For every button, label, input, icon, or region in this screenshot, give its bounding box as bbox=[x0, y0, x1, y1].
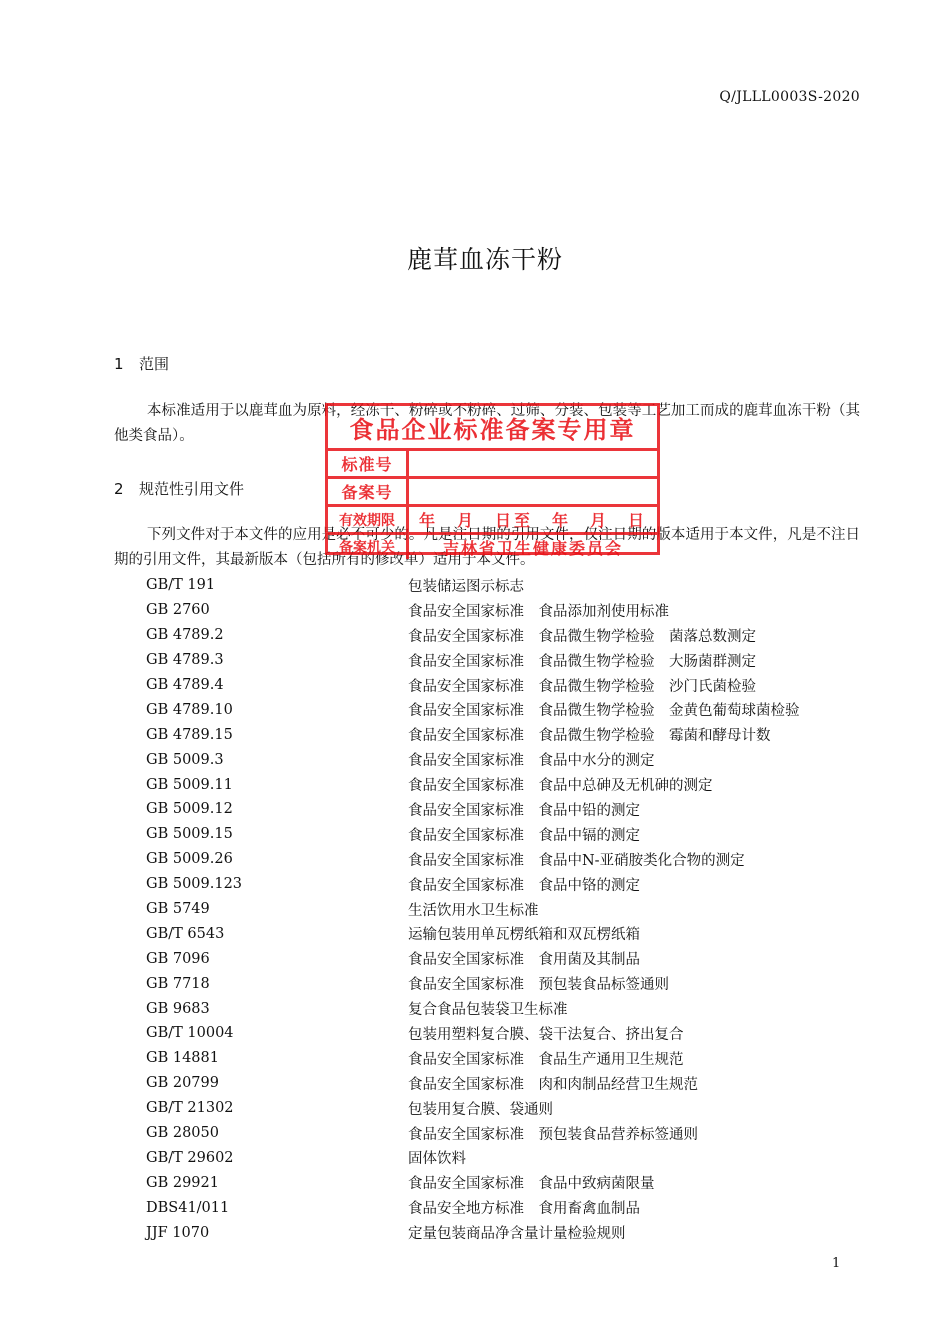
reference-title: 食品安全国家标准 肉和肉制品经营卫生规范 bbox=[408, 1076, 698, 1093]
reference-item bbox=[146, 598, 876, 623]
document-title: 鹿茸血冻干粉 bbox=[406, 245, 563, 274]
stamp-value bbox=[409, 451, 657, 476]
reference-code: GB 28050 bbox=[146, 1125, 219, 1142]
reference-item bbox=[146, 673, 876, 698]
reference-title: 食品安全国家标准 食品微生物学检验 金黄色葡萄球菌检验 bbox=[408, 703, 800, 720]
reference-code: GB 5009.15 bbox=[146, 826, 233, 843]
reference-code: GB 5749 bbox=[146, 901, 210, 918]
reference-item bbox=[146, 1046, 876, 1071]
standard-code: Q/JLLL0003S-2020 bbox=[719, 89, 860, 105]
section-1-heading bbox=[114, 353, 169, 374]
reference-code: GB/T 191 bbox=[146, 577, 216, 594]
reference-item bbox=[146, 722, 876, 747]
stamp-row bbox=[328, 535, 657, 559]
reference-item bbox=[146, 1195, 876, 1220]
reference-title: 食品安全国家标准 食品微生物学检验 沙门氏菌检验 bbox=[408, 678, 756, 695]
reference-code: GB 5009.3 bbox=[146, 751, 224, 768]
reference-title: 食品安全国家标准 食品中N-亚硝胺类化合物的测定 bbox=[408, 852, 745, 869]
reference-code: GB 5009.12 bbox=[146, 801, 233, 818]
reference-title: 包装储运图示标志 bbox=[408, 578, 524, 595]
reference-code: GB 14881 bbox=[146, 1050, 219, 1067]
stamp-value bbox=[409, 479, 657, 504]
reference-code: GB/T 21302 bbox=[146, 1100, 234, 1117]
reference-item bbox=[146, 897, 876, 922]
reference-item bbox=[146, 1145, 876, 1170]
reference-title: 包装用塑料复合膜、袋干法复合、挤出复合 bbox=[408, 1026, 684, 1043]
reference-title: 食品安全国家标准 食品中总砷及无机砷的测定 bbox=[408, 778, 713, 795]
reference-item bbox=[146, 971, 876, 996]
reference-item bbox=[146, 872, 876, 897]
reference-code: GB 20799 bbox=[146, 1075, 219, 1092]
reference-code: GB 29921 bbox=[146, 1174, 219, 1191]
reference-code: GB/T 10004 bbox=[146, 1025, 234, 1042]
stamp-row bbox=[328, 507, 657, 535]
stamp-label: 备案机关 bbox=[328, 535, 409, 559]
scope-paragraph: 本标准适用于以鹿茸血为原料，经冻干、粉碎或不粉碎、过筛、分装、包装等工艺加工而成的鹿茸血冻干粉（其他类食品）。 bbox=[114, 403, 860, 444]
reference-title: 食品安全国家标准 食品中水分的测定 bbox=[408, 753, 655, 770]
stamp-label: 标准号 bbox=[328, 451, 409, 476]
reference-item bbox=[146, 1096, 876, 1121]
reference-item bbox=[146, 648, 876, 673]
stamp-label: 备案号 bbox=[328, 479, 409, 504]
reference-code: DBS41/011 bbox=[146, 1199, 230, 1216]
reference-code: GB 4789.2 bbox=[146, 627, 224, 644]
reference-item bbox=[146, 946, 876, 971]
reference-item bbox=[146, 697, 876, 722]
reference-title: 食品安全国家标准 食品中铬的测定 bbox=[408, 877, 640, 894]
reference-item bbox=[146, 747, 876, 772]
reference-title: 食品安全国家标准 预包装食品标签通则 bbox=[408, 977, 669, 994]
reference-title: 食品安全国家标准 食品微生物学检验 大肠菌群测定 bbox=[408, 653, 756, 670]
reference-code: GB 4789.10 bbox=[146, 701, 233, 718]
reference-title: 固体饮料 bbox=[408, 1151, 466, 1168]
section-number: 1 bbox=[114, 355, 124, 373]
section-2-heading bbox=[114, 478, 244, 499]
reference-code: GB 9683 bbox=[146, 1000, 210, 1017]
reference-title: 定量包装商品净含量计量检验规则 bbox=[408, 1226, 626, 1243]
reference-code: GB 5009.26 bbox=[146, 851, 233, 868]
reference-code: GB 7096 bbox=[146, 950, 210, 967]
reference-item bbox=[146, 573, 876, 598]
reference-item bbox=[146, 1121, 876, 1146]
reference-code: GB 5009.123 bbox=[146, 876, 243, 893]
reference-list bbox=[146, 573, 876, 1245]
reference-title: 运输包装用单瓦楞纸箱和双瓦楞纸箱 bbox=[408, 927, 640, 944]
stamp-value: 吉林省卫生健康委员会 bbox=[442, 538, 623, 558]
reference-title: 食品安全国家标准 食品添加剂使用标准 bbox=[408, 603, 669, 620]
reference-code: GB/T 29602 bbox=[146, 1149, 234, 1166]
reference-item bbox=[146, 822, 876, 847]
reference-item bbox=[146, 623, 876, 648]
reference-title: 复合食品包装袋卫生标准 bbox=[408, 1002, 568, 1019]
reference-title: 食品安全国家标准 预包装食品营养标签通则 bbox=[408, 1126, 698, 1143]
reference-code: GB 4789.15 bbox=[146, 726, 233, 743]
reference-code: GB/T 6543 bbox=[146, 925, 225, 942]
reference-title: 生活饮用水卫生标准 bbox=[408, 902, 539, 919]
reference-title: 食品安全国家标准 食品中致病菌限量 bbox=[408, 1176, 655, 1193]
reference-item bbox=[146, 847, 876, 872]
reference-item bbox=[146, 1021, 876, 1046]
reference-title: 食品安全国家标准 食品生产通用卫生规范 bbox=[408, 1051, 684, 1068]
reference-item bbox=[146, 772, 876, 797]
reference-item bbox=[146, 921, 876, 946]
reference-code: GB 5009.11 bbox=[146, 776, 233, 793]
section-title: 规范性引用文件 bbox=[139, 480, 245, 498]
reference-item bbox=[146, 1170, 876, 1195]
reference-title: 食品安全国家标准 食用菌及其制品 bbox=[408, 952, 640, 969]
reference-title: 食品安全国家标准 食品中镉的测定 bbox=[408, 827, 640, 844]
section-number: 2 bbox=[114, 480, 124, 498]
reference-code: GB 4789.3 bbox=[146, 652, 224, 669]
section-title: 范围 bbox=[139, 355, 170, 373]
stamp-value: 年 月 日至 年 月 日 bbox=[418, 511, 647, 530]
stamp-label: 有效期限 bbox=[328, 507, 409, 532]
reference-code: GB 4789.4 bbox=[146, 677, 224, 693]
reference-item bbox=[146, 1071, 876, 1096]
reference-title: 包装用复合膜、袋通则 bbox=[408, 1101, 553, 1118]
reference-item bbox=[146, 996, 876, 1021]
stamp-heading: 食品企业标准备案专用章 bbox=[328, 406, 657, 451]
stamp-row bbox=[328, 451, 657, 479]
reference-code: JJF 1070 bbox=[146, 1224, 210, 1241]
stamp-row bbox=[328, 479, 657, 507]
reference-code: GB 7718 bbox=[146, 975, 210, 992]
reference-item bbox=[146, 797, 876, 822]
reference-title: 食品安全地方标准 食用畜禽血制品 bbox=[408, 1201, 640, 1218]
reference-title: 食品安全国家标准 食品中铅的测定 bbox=[408, 802, 640, 819]
references-intro-paragraph: 下列文件对于本文件的应用是必不可少的。凡是注日期的引用文件，仅注日期的版本适用于本文件，凡是不注日期的引用文件，其最新版本（包括所有的修改单）适用于本文件。 bbox=[114, 527, 860, 568]
filing-stamp bbox=[325, 403, 660, 558]
reference-item bbox=[146, 1220, 876, 1245]
reference-code: GB 2760 bbox=[146, 602, 210, 619]
page-number: 1 bbox=[832, 1256, 841, 1271]
reference-title: 食品安全国家标准 食品微生物学检验 霉菌和酵母计数 bbox=[408, 728, 771, 745]
reference-title: 食品安全国家标准 食品微生物学检验 菌落总数测定 bbox=[408, 628, 756, 645]
